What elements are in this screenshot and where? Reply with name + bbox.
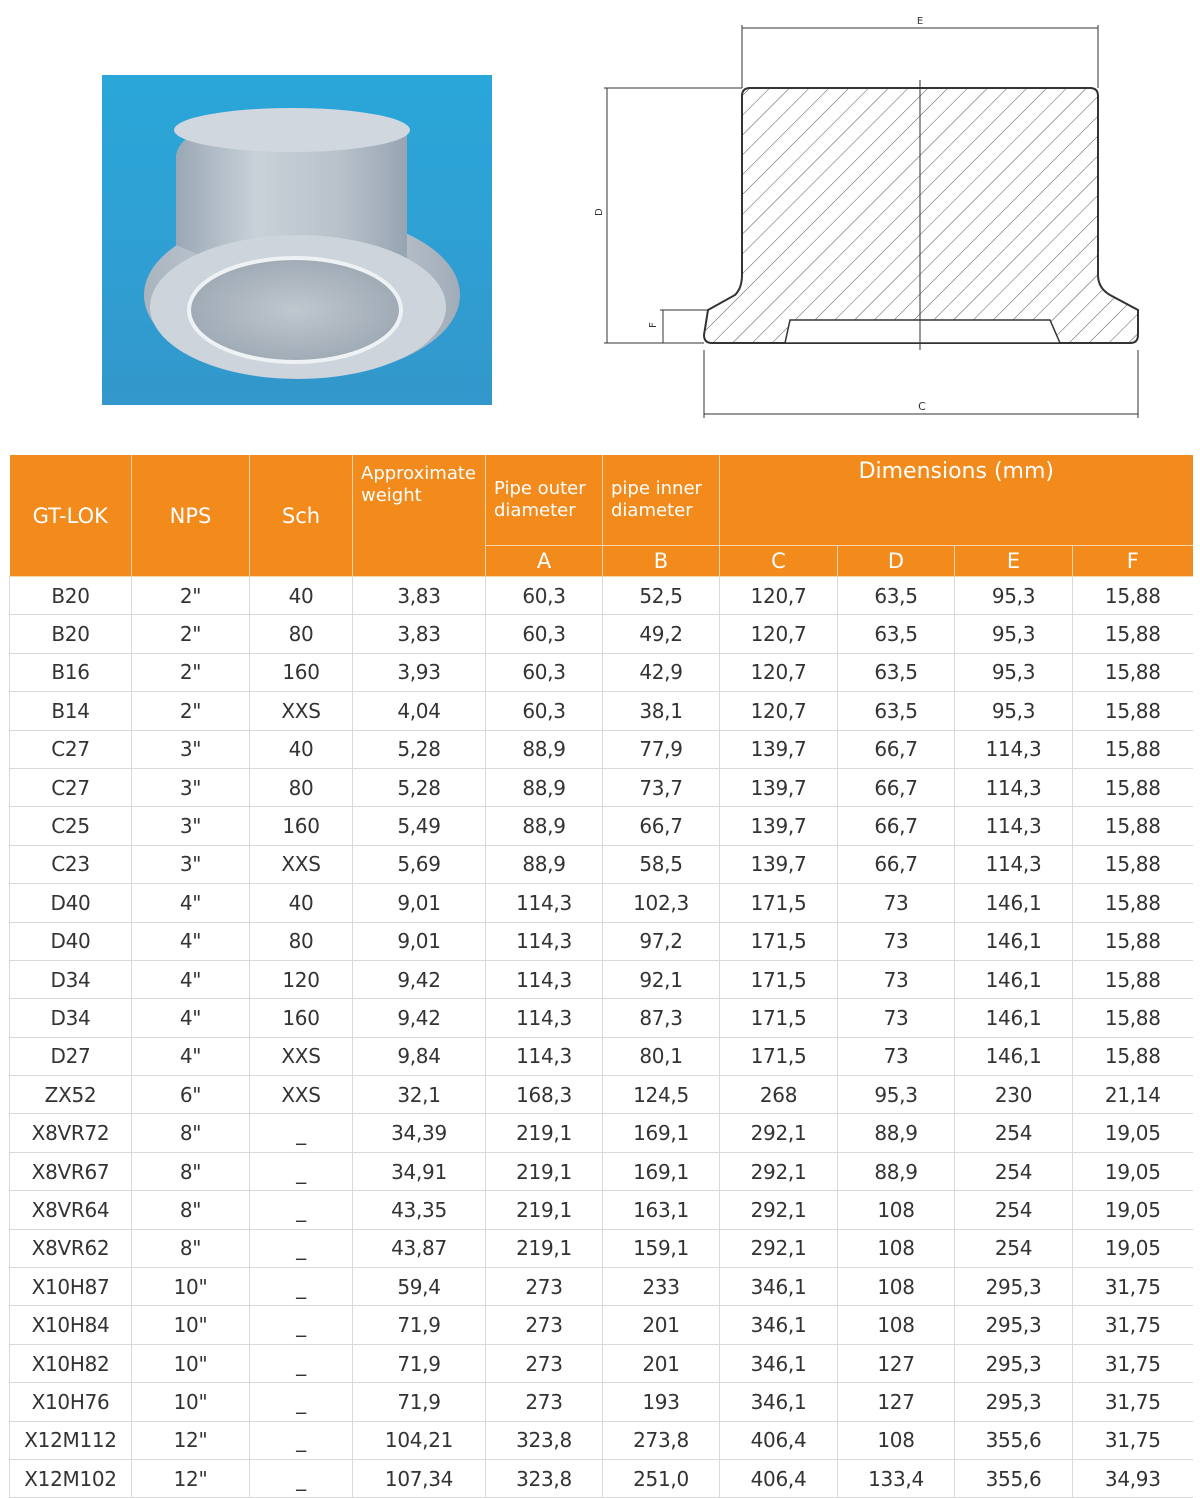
c-cell: 171,5 (720, 922, 838, 960)
model-cell: X12M102 (10, 1459, 132, 1497)
a-cell: 219,1 (486, 1152, 603, 1190)
model-cell: X10H87 (10, 1268, 132, 1306)
c-cell: 120,7 (720, 615, 838, 653)
header-model: GT-LOK (10, 455, 132, 577)
model-cell: X8VR62 (10, 1229, 132, 1267)
model-cell: B14 (10, 692, 132, 730)
table-row (10, 730, 1193, 768)
b-cell: 201 (603, 1344, 720, 1382)
b-cell: 169,1 (603, 1152, 720, 1190)
c-cell: 346,1 (720, 1268, 838, 1306)
f-cell: 15,88 (1073, 577, 1193, 615)
b-cell: 38,1 (603, 692, 720, 730)
model-cell: X8VR72 (10, 1114, 132, 1152)
d-cell: 88,9 (838, 1152, 955, 1190)
d-cell: 108 (838, 1191, 955, 1229)
sch-cell: _ (250, 1344, 353, 1382)
d-cell: 63,5 (838, 577, 955, 615)
sch-cell: _ (250, 1114, 353, 1152)
f-cell: 15,88 (1073, 999, 1193, 1037)
weight-cell: 5,69 (353, 845, 486, 883)
b-cell: 124,5 (603, 1076, 720, 1114)
nps-cell: 4" (132, 884, 250, 922)
a-cell: 168,3 (486, 1076, 603, 1114)
model-cell: D34 (10, 960, 132, 998)
weight-cell: 4,04 (353, 692, 486, 730)
weight-cell: 3,93 (353, 653, 486, 691)
a-cell: 114,3 (486, 1037, 603, 1075)
b-cell: 58,5 (603, 845, 720, 883)
f-cell: 15,88 (1073, 692, 1193, 730)
header-letter: D (838, 546, 955, 577)
a-cell: 88,9 (486, 807, 603, 845)
nps-cell: 8" (132, 1152, 250, 1190)
d-cell: 95,3 (838, 1076, 955, 1114)
sch-cell: _ (250, 1306, 353, 1344)
e-cell: 146,1 (955, 999, 1073, 1037)
nps-cell: 4" (132, 1037, 250, 1075)
a-cell: 88,9 (486, 845, 603, 883)
table-row (10, 922, 1193, 960)
e-cell: 295,3 (955, 1344, 1073, 1382)
c-cell: 171,5 (720, 884, 838, 922)
d-cell: 63,5 (838, 653, 955, 691)
c-cell: 171,5 (720, 1037, 838, 1075)
table-row (10, 1459, 1193, 1497)
sch-cell: 160 (250, 807, 353, 845)
f-cell: 31,75 (1073, 1344, 1193, 1382)
e-cell: 254 (955, 1229, 1073, 1267)
nps-cell: 6" (132, 1076, 250, 1114)
f-cell: 15,88 (1073, 884, 1193, 922)
f-cell: 19,05 (1073, 1114, 1193, 1152)
e-cell: 355,6 (955, 1459, 1073, 1497)
table-row (10, 1383, 1193, 1421)
table-row (10, 1344, 1193, 1382)
b-cell: 73,7 (603, 768, 720, 806)
c-cell: 120,7 (720, 653, 838, 691)
nps-cell: 12" (132, 1421, 250, 1459)
a-cell: 273 (486, 1344, 603, 1382)
spec-table-body (10, 577, 1193, 1498)
sch-cell: 160 (250, 999, 353, 1037)
sch-cell: 160 (250, 653, 353, 691)
table-row (10, 845, 1193, 883)
e-cell: 146,1 (955, 922, 1073, 960)
a-cell: 88,9 (486, 768, 603, 806)
sch-cell: XXS (250, 692, 353, 730)
table-row (10, 1229, 1193, 1267)
b-cell: 163,1 (603, 1191, 720, 1229)
f-cell: 15,88 (1073, 960, 1193, 998)
e-cell: 295,3 (955, 1306, 1073, 1344)
c-cell: 139,7 (720, 768, 838, 806)
f-cell: 31,75 (1073, 1268, 1193, 1306)
c-cell: 120,7 (720, 577, 838, 615)
e-cell: 146,1 (955, 1037, 1073, 1075)
b-cell: 169,1 (603, 1114, 720, 1152)
nps-cell: 4" (132, 999, 250, 1037)
b-cell: 193 (603, 1383, 720, 1421)
weight-cell: 71,9 (353, 1344, 486, 1382)
c-cell: 139,7 (720, 845, 838, 883)
table-row (10, 577, 1193, 615)
header-letter: B (603, 546, 720, 577)
sch-cell: 40 (250, 884, 353, 922)
d-cell: 108 (838, 1421, 955, 1459)
d-cell: 88,9 (838, 1114, 955, 1152)
a-cell: 219,1 (486, 1191, 603, 1229)
b-cell: 77,9 (603, 730, 720, 768)
d-cell: 108 (838, 1306, 955, 1344)
e-cell: 95,3 (955, 692, 1073, 730)
table-row (10, 960, 1193, 998)
f-cell: 15,88 (1073, 615, 1193, 653)
header-letter: A (486, 546, 603, 577)
table-row (10, 1191, 1193, 1229)
header-weight: Approximate weight (353, 455, 486, 577)
f-cell: 15,88 (1073, 653, 1193, 691)
weight-cell: 9,84 (353, 1037, 486, 1075)
nps-cell: 3" (132, 845, 250, 883)
weight-cell: 59,4 (353, 1268, 486, 1306)
dim-e-label: E (916, 16, 924, 27)
table-row (10, 768, 1193, 806)
nps-cell: 8" (132, 1229, 250, 1267)
b-cell: 102,3 (603, 884, 720, 922)
weight-cell: 5,28 (353, 730, 486, 768)
a-cell: 114,3 (486, 999, 603, 1037)
d-cell: 73 (838, 922, 955, 960)
f-cell: 21,14 (1073, 1076, 1193, 1114)
table-row (10, 615, 1193, 653)
model-cell: D40 (10, 884, 132, 922)
model-cell: B20 (10, 615, 132, 653)
c-cell: 139,7 (720, 730, 838, 768)
c-cell: 346,1 (720, 1344, 838, 1382)
d-cell: 63,5 (838, 615, 955, 653)
e-cell: 95,3 (955, 577, 1073, 615)
nps-cell: 12" (132, 1459, 250, 1497)
d-cell: 73 (838, 1037, 955, 1075)
header-dimensions: Dimensions (mm) (720, 455, 1193, 546)
model-cell: X12M112 (10, 1421, 132, 1459)
f-cell: 15,88 (1073, 845, 1193, 883)
e-cell: 114,3 (955, 730, 1073, 768)
c-cell: 171,5 (720, 960, 838, 998)
a-cell: 323,8 (486, 1421, 603, 1459)
f-cell: 15,88 (1073, 807, 1193, 845)
sch-cell: _ (250, 1459, 353, 1497)
b-cell: 49,2 (603, 615, 720, 653)
model-cell: D27 (10, 1037, 132, 1075)
e-cell: 254 (955, 1191, 1073, 1229)
weight-cell: 43,35 (353, 1191, 486, 1229)
b-cell: 66,7 (603, 807, 720, 845)
e-cell: 114,3 (955, 807, 1073, 845)
d-cell: 73 (838, 999, 955, 1037)
sch-cell: XXS (250, 845, 353, 883)
weight-cell: 3,83 (353, 577, 486, 615)
weight-cell: 32,1 (353, 1076, 486, 1114)
header-letter: F (1073, 546, 1193, 577)
b-cell: 273,8 (603, 1421, 720, 1459)
header-nps: NPS (132, 455, 250, 577)
a-cell: 114,3 (486, 960, 603, 998)
sch-cell: 40 (250, 730, 353, 768)
a-cell: 114,3 (486, 884, 603, 922)
weight-cell: 43,87 (353, 1229, 486, 1267)
product-photo (102, 75, 492, 405)
nps-cell: 8" (132, 1191, 250, 1229)
header-outer-diameter: Pipe outer diameter (486, 455, 603, 546)
d-cell: 127 (838, 1383, 955, 1421)
a-cell: 273 (486, 1306, 603, 1344)
weight-cell: 5,49 (353, 807, 486, 845)
f-cell: 19,05 (1073, 1191, 1193, 1229)
a-cell: 60,3 (486, 577, 603, 615)
weight-cell: 71,9 (353, 1306, 486, 1344)
a-cell: 60,3 (486, 692, 603, 730)
b-cell: 80,1 (603, 1037, 720, 1075)
e-cell: 230 (955, 1076, 1073, 1114)
f-cell: 19,05 (1073, 1152, 1193, 1190)
table-row (10, 999, 1193, 1037)
nps-cell: 2" (132, 577, 250, 615)
weight-cell: 107,34 (353, 1459, 486, 1497)
model-cell: C27 (10, 768, 132, 806)
header-inner-diameter: pipe inner diameter (603, 455, 720, 546)
weight-cell: 34,39 (353, 1114, 486, 1152)
dim-d-label: D (594, 208, 605, 216)
nps-cell: 8" (132, 1114, 250, 1152)
c-cell: 292,1 (720, 1229, 838, 1267)
f-cell: 31,75 (1073, 1421, 1193, 1459)
b-cell: 97,2 (603, 922, 720, 960)
d-cell: 108 (838, 1229, 955, 1267)
sch-cell: 80 (250, 768, 353, 806)
sch-cell: _ (250, 1268, 353, 1306)
c-cell: 171,5 (720, 999, 838, 1037)
table-row (10, 1114, 1193, 1152)
nps-cell: 2" (132, 653, 250, 691)
b-cell: 201 (603, 1306, 720, 1344)
d-cell: 66,7 (838, 730, 955, 768)
technical-drawing (590, 10, 1150, 420)
d-cell: 133,4 (838, 1459, 955, 1497)
weight-cell: 34,91 (353, 1152, 486, 1190)
dim-f-label: F (648, 322, 659, 328)
model-cell: X8VR67 (10, 1152, 132, 1190)
e-cell: 114,3 (955, 845, 1073, 883)
table-row (10, 884, 1193, 922)
sch-cell: _ (250, 1152, 353, 1190)
c-cell: 139,7 (720, 807, 838, 845)
nps-cell: 4" (132, 922, 250, 960)
a-cell: 114,3 (486, 922, 603, 960)
f-cell: 31,75 (1073, 1306, 1193, 1344)
header-letter: C (720, 546, 838, 577)
nps-cell: 2" (132, 692, 250, 730)
e-cell: 95,3 (955, 653, 1073, 691)
weight-cell: 5,28 (353, 768, 486, 806)
b-cell: 42,9 (603, 653, 720, 691)
c-cell: 292,1 (720, 1152, 838, 1190)
d-cell: 66,7 (838, 807, 955, 845)
model-cell: B16 (10, 653, 132, 691)
d-cell: 108 (838, 1268, 955, 1306)
dim-c-label: C (918, 400, 926, 413)
table-row (10, 1306, 1193, 1344)
model-cell: C23 (10, 845, 132, 883)
e-cell: 295,3 (955, 1268, 1073, 1306)
c-cell: 346,1 (720, 1383, 838, 1421)
b-cell: 52,5 (603, 577, 720, 615)
model-cell: B20 (10, 577, 132, 615)
f-cell: 31,75 (1073, 1383, 1193, 1421)
model-cell: X8VR64 (10, 1191, 132, 1229)
nps-cell: 10" (132, 1344, 250, 1382)
f-cell: 15,88 (1073, 1037, 1193, 1075)
table-row (10, 1421, 1193, 1459)
weight-cell: 104,21 (353, 1421, 486, 1459)
table-row (10, 1076, 1193, 1114)
weight-cell: 9,42 (353, 960, 486, 998)
flange-illustration (102, 75, 492, 405)
e-cell: 295,3 (955, 1383, 1073, 1421)
a-cell: 219,1 (486, 1114, 603, 1152)
f-cell: 15,88 (1073, 922, 1193, 960)
nps-cell: 4" (132, 960, 250, 998)
model-cell: D34 (10, 999, 132, 1037)
nps-cell: 10" (132, 1306, 250, 1344)
d-cell: 73 (838, 960, 955, 998)
c-cell: 406,4 (720, 1459, 838, 1497)
d-cell: 63,5 (838, 692, 955, 730)
c-cell: 406,4 (720, 1421, 838, 1459)
a-cell: 273 (486, 1383, 603, 1421)
f-cell: 19,05 (1073, 1229, 1193, 1267)
e-cell: 254 (955, 1152, 1073, 1190)
header-letter: E (955, 546, 1073, 577)
c-cell: 346,1 (720, 1306, 838, 1344)
cross-section-svg (590, 10, 1150, 420)
sch-cell: XXS (250, 1076, 353, 1114)
f-cell: 34,93 (1073, 1459, 1193, 1497)
a-cell: 88,9 (486, 730, 603, 768)
table-row (10, 692, 1193, 730)
a-cell: 323,8 (486, 1459, 603, 1497)
nps-cell: 2" (132, 615, 250, 653)
b-cell: 251,0 (603, 1459, 720, 1497)
section-body (704, 88, 1138, 343)
table-row (10, 1152, 1193, 1190)
sch-cell: 40 (250, 577, 353, 615)
f-cell: 15,88 (1073, 768, 1193, 806)
e-cell: 355,6 (955, 1421, 1073, 1459)
weight-cell: 9,01 (353, 922, 486, 960)
weight-cell: 3,83 (353, 615, 486, 653)
sch-cell: 80 (250, 615, 353, 653)
table-row (10, 1268, 1193, 1306)
nps-cell: 10" (132, 1383, 250, 1421)
nps-cell: 3" (132, 768, 250, 806)
f-cell: 15,88 (1073, 730, 1193, 768)
c-cell: 292,1 (720, 1114, 838, 1152)
e-cell: 254 (955, 1114, 1073, 1152)
b-cell: 87,3 (603, 999, 720, 1037)
weight-cell: 9,42 (353, 999, 486, 1037)
b-cell: 159,1 (603, 1229, 720, 1267)
model-cell: X10H82 (10, 1344, 132, 1382)
d-cell: 127 (838, 1344, 955, 1382)
model-cell: X10H84 (10, 1306, 132, 1344)
spec-table (9, 455, 1193, 1498)
e-cell: 114,3 (955, 768, 1073, 806)
sch-cell: _ (250, 1421, 353, 1459)
model-cell: X10H76 (10, 1383, 132, 1421)
d-cell: 66,7 (838, 768, 955, 806)
table-row (10, 653, 1193, 691)
model-cell: D40 (10, 922, 132, 960)
c-cell: 268 (720, 1076, 838, 1114)
table-row (10, 1037, 1193, 1075)
a-cell: 60,3 (486, 615, 603, 653)
model-cell: ZX52 (10, 1076, 132, 1114)
weight-cell: 71,9 (353, 1383, 486, 1421)
e-cell: 95,3 (955, 615, 1073, 653)
model-cell: C25 (10, 807, 132, 845)
sch-cell: _ (250, 1383, 353, 1421)
a-cell: 219,1 (486, 1229, 603, 1267)
d-cell: 73 (838, 884, 955, 922)
sch-cell: _ (250, 1229, 353, 1267)
header-sch: Sch (250, 455, 353, 577)
a-cell: 273 (486, 1268, 603, 1306)
nps-cell: 3" (132, 807, 250, 845)
b-cell: 92,1 (603, 960, 720, 998)
b-cell: 233 (603, 1268, 720, 1306)
c-cell: 292,1 (720, 1191, 838, 1229)
e-cell: 146,1 (955, 884, 1073, 922)
a-cell: 60,3 (486, 653, 603, 691)
e-cell: 146,1 (955, 960, 1073, 998)
weight-cell: 9,01 (353, 884, 486, 922)
c-cell: 120,7 (720, 692, 838, 730)
sch-cell: _ (250, 1191, 353, 1229)
d-cell: 66,7 (838, 845, 955, 883)
model-cell: C27 (10, 730, 132, 768)
nps-cell: 10" (132, 1268, 250, 1306)
table-row (10, 807, 1193, 845)
nps-cell: 3" (132, 730, 250, 768)
sch-cell: XXS (250, 1037, 353, 1075)
sch-cell: 120 (250, 960, 353, 998)
sch-cell: 80 (250, 922, 353, 960)
